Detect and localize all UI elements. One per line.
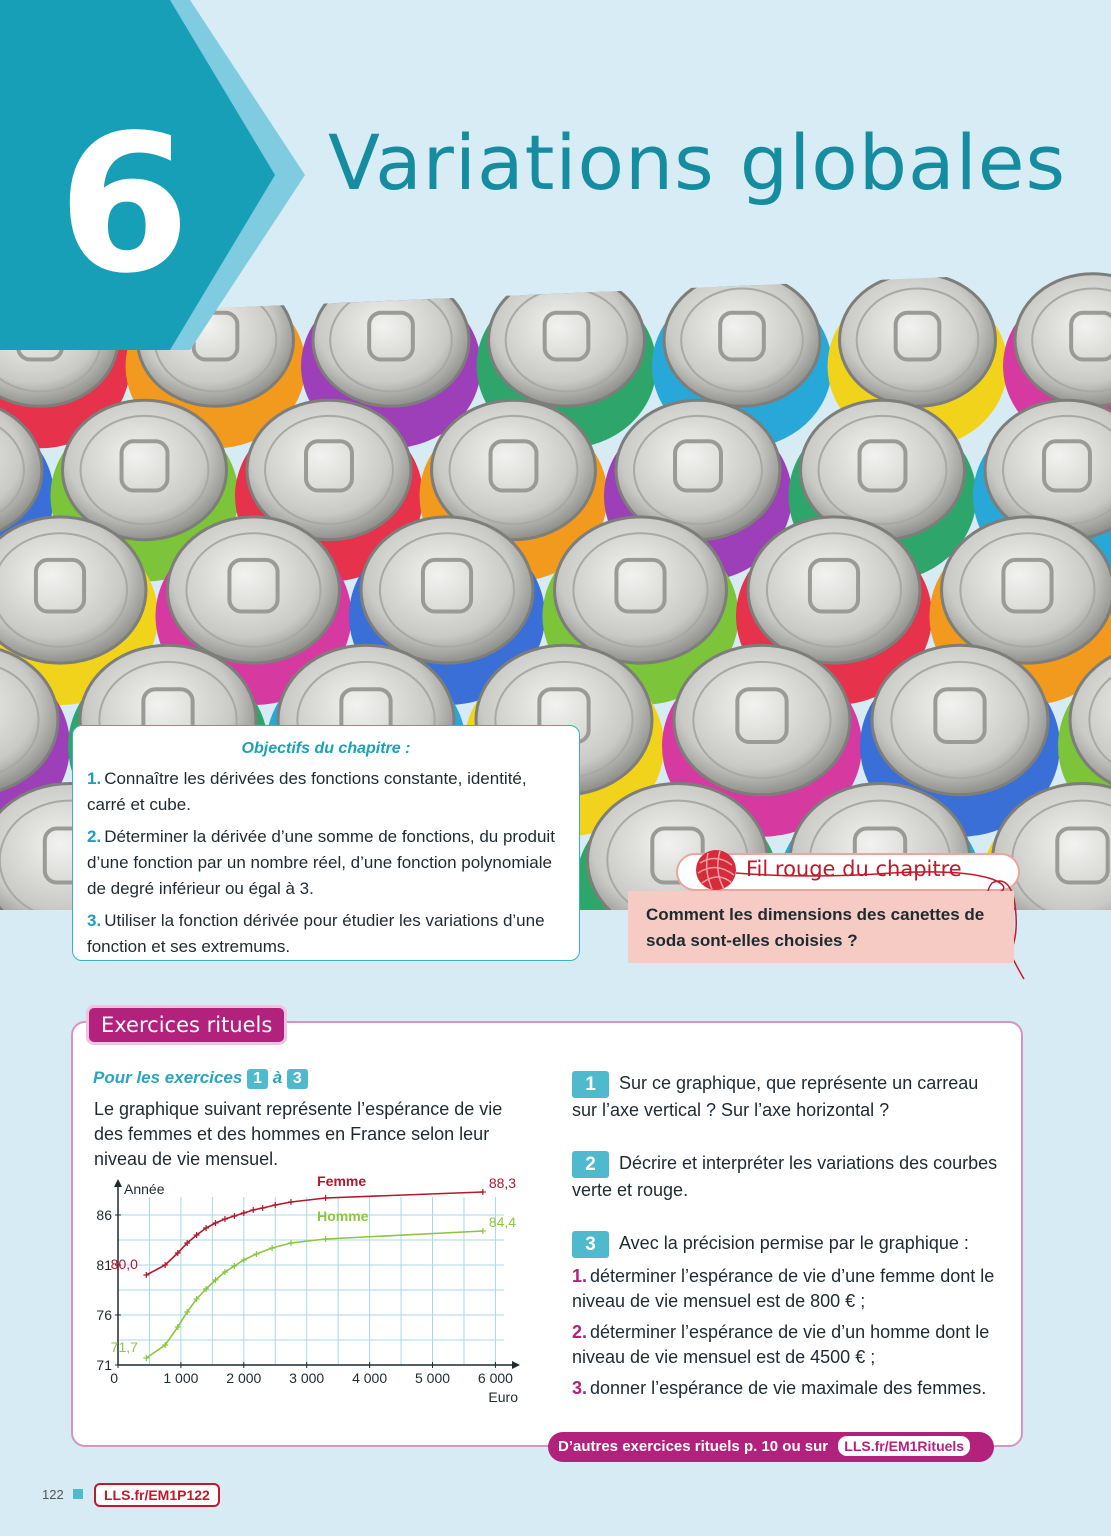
page-number: 122 — [42, 1487, 64, 1502]
sub-question-number: 2. — [572, 1322, 588, 1342]
chart-grid — [118, 1197, 504, 1365]
chart-point — [323, 1195, 329, 1201]
chart-point — [260, 1205, 266, 1211]
sub-question — [572, 1376, 1007, 1401]
chart-start-value-label: 80,0 — [110, 1256, 138, 1272]
objective-item — [87, 766, 565, 818]
objective-number: 2. — [87, 827, 102, 846]
chart-x-tick-label: 4 000 — [352, 1370, 388, 1386]
sub-question — [572, 1264, 1007, 1314]
fil-rouge-question: Comment les dimensions des canettes de soda sont-elles choisies ? — [628, 891, 1014, 963]
chapter-number: 6 — [58, 94, 191, 315]
chart-y-axis-label: Année — [124, 1181, 165, 1197]
life-expectancy-chart — [90, 1175, 530, 1407]
chart-x-tick-label: 0 — [110, 1370, 118, 1386]
objective-number: 3. — [87, 911, 102, 930]
chart-point — [288, 1199, 294, 1205]
question-text: Sur ce graphique, que représente un carreau sur l’axe vertical ? Sur l’axe horizontal ? — [572, 1073, 979, 1120]
objectives-title: Objectifs du chapitre : — [241, 740, 411, 757]
chart-series-name: Femme — [317, 1175, 367, 1189]
question-3 — [572, 1231, 1007, 1401]
sub-question-text: déterminer l’espérance de vie d’une femme dont le niveau de vie mensuel est de 800 € ; — [572, 1266, 995, 1311]
chart-start-value-label: 71,7 — [110, 1339, 138, 1355]
objective-item — [87, 824, 565, 902]
chart-point — [250, 1207, 256, 1213]
sub-question-number: 1. — [572, 1266, 588, 1286]
chart-point — [253, 1251, 259, 1257]
objectives-box — [72, 725, 580, 961]
objective-text: Déterminer la dérivée d’une somme de fonctions, du produit d’une fonction par un nombre réel, d’une fonction polynomiale de degré inférieur ou égal à 3. — [87, 827, 555, 898]
question-number: 3 — [572, 1231, 609, 1258]
chart-x-tick-label: 1 000 — [163, 1370, 199, 1386]
chart-point — [231, 1213, 237, 1219]
chart-point — [222, 1216, 228, 1222]
exercise-intro: Le graphique suivant représente l’espérance de vie des femmes et des hommes en France selon leur niveau de vie mensuel. — [94, 1099, 503, 1169]
chart-point — [480, 1228, 486, 1234]
chart-x-tick-label: 6 000 — [477, 1370, 513, 1386]
objective-item — [87, 908, 565, 960]
chart-x-tick-label: 5 000 — [414, 1370, 451, 1386]
question-1 — [572, 1071, 1007, 1123]
more-exercises-text: D’autres exercices rituels p. 10 ou sur — [558, 1438, 829, 1455]
objective-number: 1. — [87, 769, 102, 788]
page-link[interactable]: LLS.fr/EM1P122 — [94, 1483, 220, 1507]
exercise-range-to: 3 — [287, 1069, 308, 1089]
sub-question-text: donner l’espérance de vie maximale des femmes. — [590, 1378, 987, 1398]
rituels-tab: Exercices rituels — [86, 1005, 287, 1045]
exercise-range-word: à — [272, 1068, 283, 1087]
chart-end-value-label: 84,4 — [488, 1214, 517, 1230]
chart-x-axis-label: Euro — [488, 1389, 518, 1405]
chart-series — [111, 1175, 517, 1361]
page-marker — [73, 1489, 83, 1499]
chart-point — [143, 1272, 149, 1278]
question-2 — [572, 1151, 1007, 1203]
chart-y-tick-label: 86 — [96, 1207, 112, 1223]
chapter-title: Variations globales — [328, 118, 1067, 207]
chart-point — [323, 1236, 329, 1242]
objective-text: Utiliser la fonction dérivée pour étudier les variations d’une fonction et ses extremums. — [87, 911, 545, 956]
sub-question-number: 3. — [572, 1378, 588, 1398]
chart-y-tick-label: 76 — [96, 1307, 112, 1323]
chart-series-name: Homme — [317, 1208, 369, 1224]
exercise-range-from: 1 — [247, 1069, 268, 1089]
objective-text: Connaître les dérivées des fonctions constante, identité, carré et cube. — [87, 769, 527, 814]
sub-question — [572, 1320, 1007, 1370]
fil-rouge-title: Fil rouge du chapitre — [746, 857, 962, 881]
chart-point — [288, 1240, 294, 1246]
question-text: Décrire et interpréter les variations des courbes verte et rouge. — [572, 1153, 998, 1200]
chart-y-tick-label: 71 — [96, 1357, 112, 1373]
chart-tick-labels — [96, 1207, 513, 1386]
question-number: 1 — [572, 1071, 609, 1098]
question-text: Avec la précision permise par le graphique : — [619, 1233, 969, 1253]
more-exercises-link[interactable]: LLS.fr/EM1Rituels — [838, 1436, 970, 1456]
chart-y-tick-label: 81 — [96, 1257, 112, 1273]
chart-point — [269, 1245, 275, 1251]
question-number: 2 — [572, 1151, 609, 1178]
chart-point — [213, 1220, 219, 1226]
chart-x-tick-label: 3 000 — [289, 1370, 325, 1386]
sub-question-text: déterminer l’espérance de vie d’un homme dont le niveau de vie mensuel est de 4500 € ; — [572, 1322, 990, 1367]
chart-end-value-label: 88,3 — [488, 1175, 517, 1191]
chart-point — [272, 1202, 278, 1208]
chart-point — [480, 1189, 486, 1195]
more-exercises-bar — [548, 1432, 994, 1462]
chart-x-tick-label: 2 000 — [226, 1370, 262, 1386]
exercise-range-label — [93, 1068, 308, 1089]
exercise-range-prefix: Pour les exercices — [93, 1068, 243, 1087]
